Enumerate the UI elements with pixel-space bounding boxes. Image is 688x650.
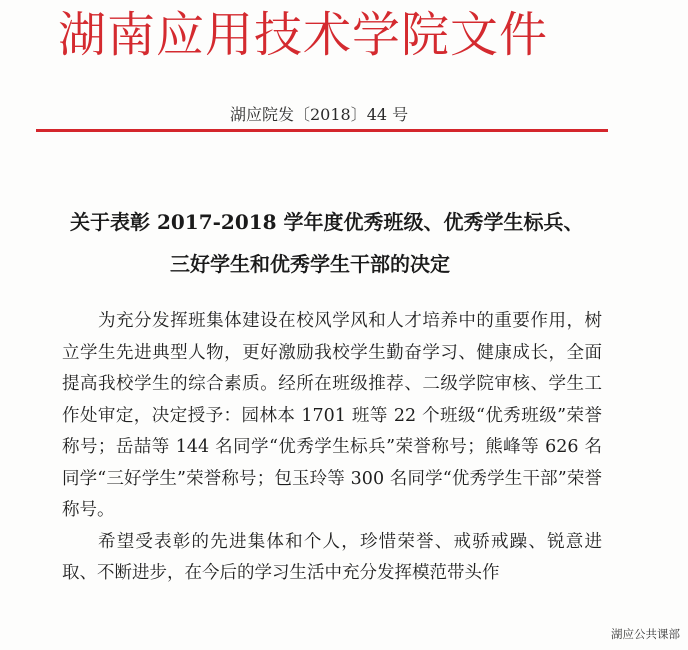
body-paragraph-1: 为充分发挥班集体建设在校风学风和人才培养中的重要作用，树立学生先进典型人物，更好激励我校学生勤奋学习、健康成长，全面提高我校学生的综合素质。经所在班级推荐、二级学院审核、学生工作处审定，决定授予：园林本 1701 班等 22 个班级“优秀班级”荣誉称号；岳喆等 144 名同学“优秀学生标兵”荣誉称号；熊峰等 626 名同学“三好学生”荣誉称号；包玉玲等 300 名同学“优秀学生干部”荣誉称号。 bbox=[62, 311, 602, 520]
body-paragraph-2: 希望受表彰的先进集体和个人，珍惜荣誉、戒骄戒躁、锐意进取、不断进步，在今后的学习生活中充分发挥模范带头作 bbox=[62, 531, 602, 583]
source-watermark: 湖应公共课部 bbox=[611, 627, 680, 641]
heading-line-1: 关于表彰 2017-2018 学年度优秀班级、优秀学生标兵、 bbox=[70, 210, 584, 234]
heading-line-2: 三好学生和优秀学生干部的决定 bbox=[170, 252, 450, 276]
issuer-title: 湖南应用技术学院文件 bbox=[58, 7, 549, 63]
document-body bbox=[62, 306, 602, 590]
red-divider-line bbox=[36, 129, 608, 132]
document-number: 湖应院发〔2018〕44 号 bbox=[230, 105, 409, 124]
